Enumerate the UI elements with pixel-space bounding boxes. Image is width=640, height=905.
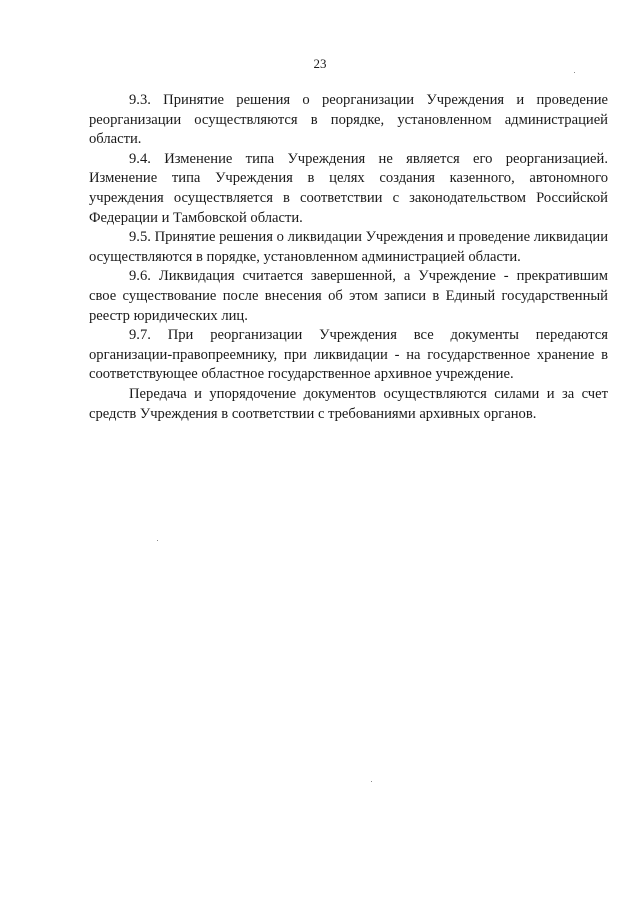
scan-speck	[371, 781, 372, 782]
paragraph-9-3: 9.3. Принятие решения о реорганизации Учреждения и проведение реорганизации осуществляются в порядке, установленном администрацией области.	[89, 92, 608, 148]
page-number: 23	[313, 56, 327, 71]
paragraph-9-4: 9.4. Изменение типа Учреждения не является его реорганизацией. Изменение типа Учреждения в целях создания казенного, автономного учреждения осуществляется в соответствии с законодательством Российской Федерации и Тамбовской области.	[89, 150, 608, 226]
paragraph-archive-transfer: Передача и упорядочение документов осуществляются силами и за счет средств Учреждения в соответствии с требованиями архивных органов.	[89, 385, 608, 422]
document-body	[89, 91, 608, 424]
paragraph-9-5: 9.5. Принятие решения о ликвидации Учреждения и проведение ликвидации осуществляются в порядке, установленном администрацией области.	[89, 229, 608, 265]
paragraph-9-7: 9.7. При реорганизации Учреждения все документы передаются организации-правопреемнику, при ликвидации - на государственное хранение в соответствующее областное государственное архивное учреждение.	[89, 327, 608, 383]
scan-speck	[157, 540, 158, 541]
scan-speck	[574, 72, 575, 73]
paragraph-9-6: 9.6. Ликвидация считается завершенной, а Учреждение - прекратившим свое существование после внесения об этом записи в Единый государственный реестр юридических лиц.	[89, 268, 608, 324]
